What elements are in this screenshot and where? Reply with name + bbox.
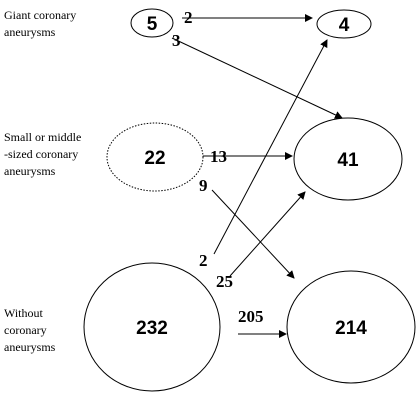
flow-without-to-without: 205 bbox=[238, 307, 264, 326]
node-without-after-count: 214 bbox=[335, 318, 367, 339]
flow-small-to-small: 13 bbox=[210, 147, 227, 166]
arrow-giant-to-small bbox=[172, 38, 342, 118]
flow-giant-to-small: 3 bbox=[172, 31, 181, 50]
flow-without-to-small: 25 bbox=[216, 272, 233, 291]
flow-without-to-giant: 2 bbox=[199, 251, 208, 270]
flow-small-to-without: 9 bbox=[199, 176, 208, 195]
node-giant-before-count: 5 bbox=[146, 14, 158, 35]
flow-giant-to-giant: 2 bbox=[184, 8, 193, 27]
node-small-before-count: 22 bbox=[144, 148, 166, 169]
node-without-before-count: 232 bbox=[136, 318, 168, 339]
label-giant: Giant coronary aneurysms bbox=[4, 8, 77, 39]
arrow-without-to-small bbox=[230, 192, 305, 276]
label-small-middle: Small or middle -sized coronary aneurysms bbox=[4, 130, 82, 178]
node-giant-after-count: 4 bbox=[338, 15, 350, 36]
label-without: Without coronary aneurysms bbox=[4, 306, 56, 354]
node-small-after-count: 41 bbox=[337, 150, 359, 171]
